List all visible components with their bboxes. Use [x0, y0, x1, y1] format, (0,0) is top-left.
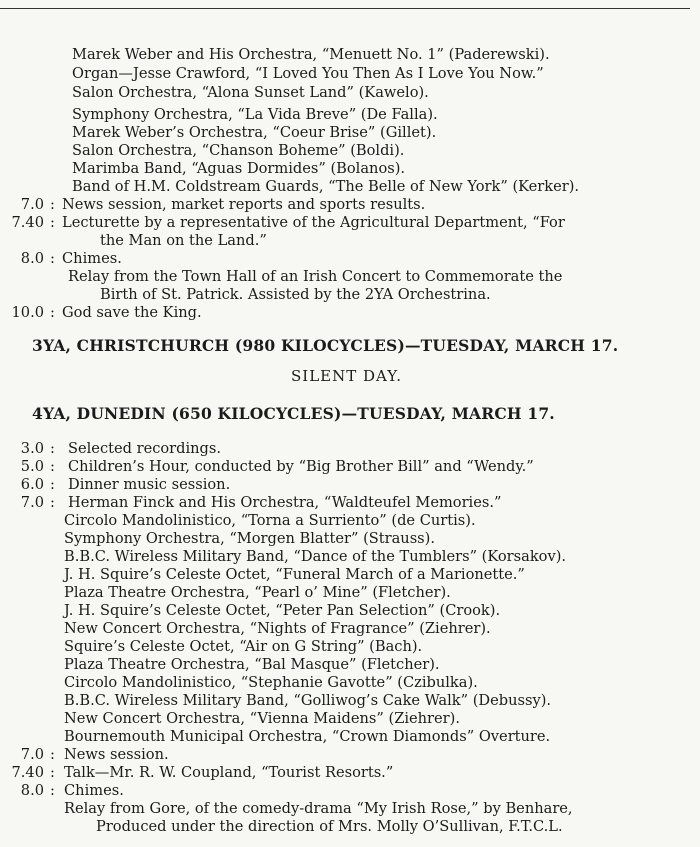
time-separator: :: [50, 196, 55, 213]
entry-text: Birth of St. Patrick. Assisted by the 2YA Orchestrina.: [100, 286, 491, 303]
program-item: Symphony Orchestra, “Morgen Blatter” (Strauss).: [64, 530, 436, 547]
entry-time: 10.0: [11, 304, 44, 321]
entry-text: Relay from the Town Hall of an Irish Concert to Commemorate the: [68, 268, 563, 285]
program-item: J. H. Squire’s Celeste Octet, “Peter Pan Selection” (Crook).: [64, 602, 501, 619]
entry-text: Lecturette by a representative of the Agricultural Department, “For: [62, 214, 565, 231]
time-separator: :: [50, 304, 55, 321]
program-item: Circolo Mandolinistico, “Torna a Surriento” (de Curtis).: [64, 512, 476, 529]
entry-time: 5.0: [20, 458, 44, 475]
entry-time: 7.40: [11, 214, 44, 231]
entry-time: 8.0: [20, 782, 44, 799]
entry-text: God save the King.: [62, 304, 202, 321]
time-separator: :: [50, 746, 55, 763]
program-item: Plaza Theatre Orchestra, “Pearl o’ Mine” (Fletcher).: [64, 584, 451, 601]
top-rule: [0, 8, 690, 9]
time-separator: :: [50, 782, 55, 799]
time-separator: :: [50, 458, 55, 475]
entry-time: 3.0: [20, 440, 44, 457]
entry-text: the Man on the Land.”: [100, 232, 267, 249]
entry-text: Selected recordings.: [68, 440, 222, 457]
entry-text: Dinner music session.: [68, 476, 231, 493]
program-item: B.B.C. Wireless Military Band, “Golliwog’s Cake Walk” (Debussy).: [64, 692, 552, 709]
silent-day-note: SILENT DAY.: [291, 367, 402, 385]
entry-text: Produced under the direction of Mrs. Molly O’Sullivan, F.T.C.L.: [96, 818, 563, 835]
time-separator: :: [50, 494, 55, 511]
entry-text: Children’s Hour, conducted by “Big Brother Bill” and “Wendy.”: [68, 458, 534, 475]
entry-text: Talk—Mr. R. W. Coupland, “Tourist Resorts.”: [64, 764, 394, 781]
entry-text: Herman Finck and His Orchestra, “Waldteufel Memories.”: [68, 494, 502, 511]
entry-time: 6.0: [20, 476, 44, 493]
program-item: Symphony Orchestra, “La Vida Breve” (De Falla).: [72, 106, 438, 123]
program-item: Salon Orchestra, “Alona Sunset Land” (Kawelo).: [72, 84, 429, 101]
entry-text: Relay from Gore, of the comedy-drama “My Irish Rose,” by Benhare,: [64, 800, 573, 817]
program-item: Band of H.M. Coldstream Guards, “The Belle of New York” (Kerker).: [72, 178, 580, 195]
program-item: J. H. Squire’s Celeste Octet, “Funeral March of a Marionette.”: [64, 566, 525, 583]
program-item: Bournemouth Municipal Orchestra, “Crown Diamonds” Overture.: [64, 728, 551, 745]
time-separator: :: [50, 764, 55, 781]
program-item: Marek Weber’s Orchestra, “Coeur Brise” (Gillet).: [72, 124, 437, 141]
entry-time: 8.0: [20, 250, 44, 267]
entry-text: Chimes.: [64, 782, 124, 799]
time-separator: :: [50, 214, 55, 231]
entry-time: 7.0: [20, 746, 44, 763]
program-item: Plaza Theatre Orchestra, “Bal Masque” (Fletcher).: [64, 656, 440, 673]
entry-text: News session, market reports and sports results.: [62, 196, 426, 213]
program-item: Marimba Band, “Aguas Dormides” (Bolanos).: [72, 160, 406, 177]
program-item: New Concert Orchestra, “Nights of Fragrance” (Ziehrer).: [64, 620, 491, 637]
program-item: Organ—Jesse Crawford, “I Loved You Then As I Love You Now.”: [72, 65, 544, 82]
entry-time: 7.0: [20, 494, 44, 511]
time-separator: :: [50, 250, 55, 267]
program-item: B.B.C. Wireless Military Band, “Dance of the Tumblers” (Korsakov).: [64, 548, 567, 565]
program-item: New Concert Orchestra, “Vienna Maidens” (Ziehrer).: [64, 710, 460, 727]
entry-time: 7.0: [20, 196, 44, 213]
station-heading-3ya: 3YA, CHRISTCHURCH (980 KILOCYCLES)—TUESDAY, MARCH 17.: [32, 336, 619, 355]
time-separator: :: [50, 476, 55, 493]
entry-time: 7.40: [11, 764, 44, 781]
entry-text: News session.: [64, 746, 169, 763]
time-separator: :: [50, 440, 55, 457]
program-item: Salon Orchestra, “Chanson Boheme” (Boldi).: [72, 142, 405, 159]
program-item: Marek Weber and His Orchestra, “Menuett No. 1” (Paderewski).: [72, 46, 550, 63]
station-heading-4ya: 4YA, DUNEDIN (650 KILOCYCLES)—TUESDAY, MARCH 17.: [32, 404, 555, 423]
program-item: Squire’s Celeste Octet, “Air on G String” (Bach).: [64, 638, 423, 655]
program-item: Circolo Mandolinistico, “Stephanie Gavotte” (Czibulka).: [64, 674, 478, 691]
entry-text: Chimes.: [62, 250, 122, 267]
